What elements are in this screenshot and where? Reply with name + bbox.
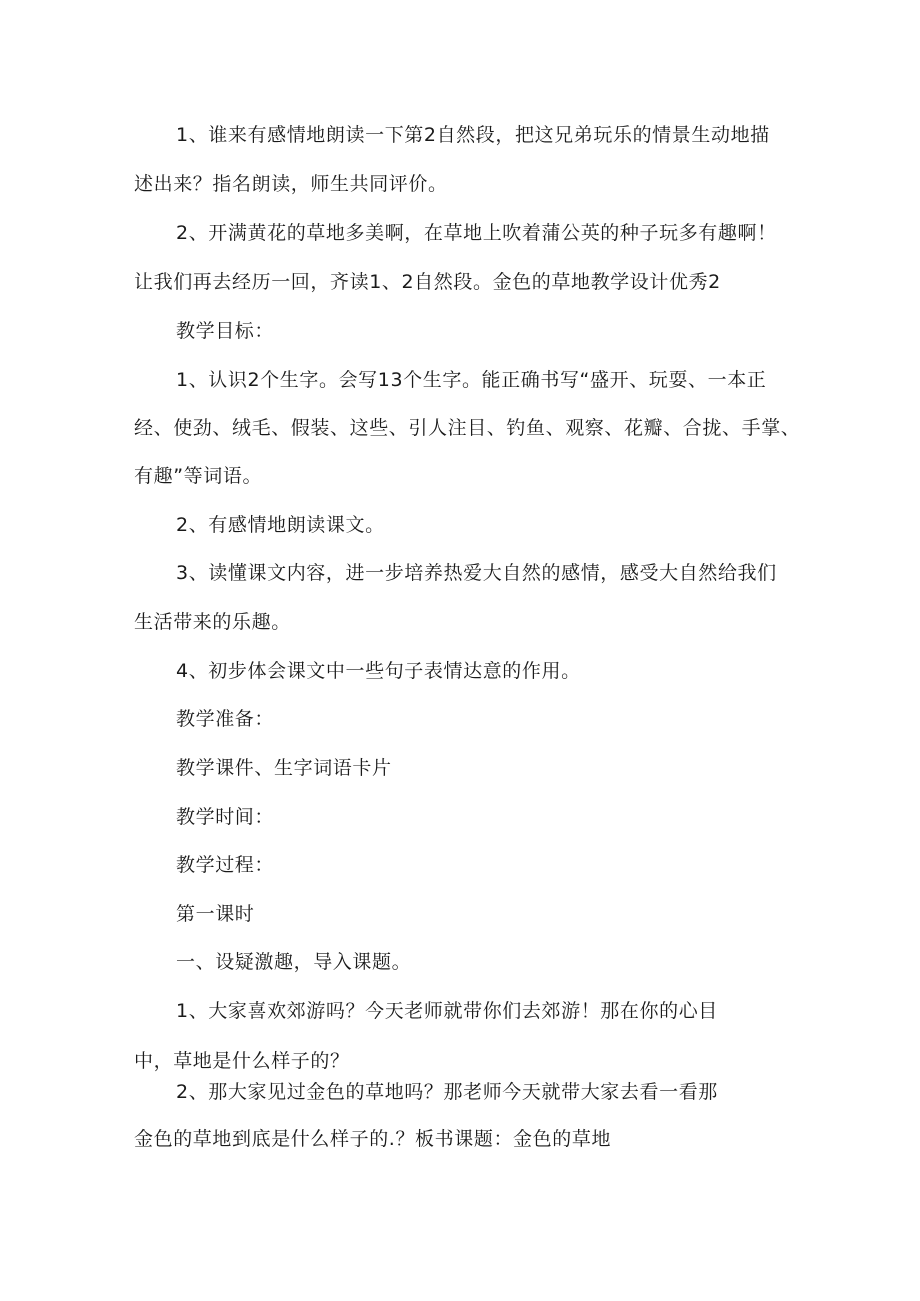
text-line: 1、大家喜欢郊游吗？今天老师就带你们去郊游！那在你的心目 — [176, 1000, 718, 1022]
text-line: 1、谁来有感情地朗读一下第2自然段，把这兄弟玩乐的情景生动地描 — [176, 124, 770, 146]
text-line: 第一课时 — [176, 903, 255, 925]
text-line: 教学准备： — [176, 708, 275, 730]
text-line: 3、读懂课文内容，进一步培养热爱大自然的感情，感受大自然给我们 — [176, 562, 777, 584]
text-line: 有趣”等词语。 — [134, 465, 263, 487]
text-line: 4、初步体会课文中一些句子表情达意的作用。 — [176, 660, 581, 682]
text-line: 1、认识2个生字。会写13个生字。能正确书写“盛开、玩耍、一本正 — [176, 369, 767, 391]
text-line: 教学过程： — [176, 854, 275, 876]
text-line: 金色的草地到底是什么样子的.？板书课题：金色的草地 — [134, 1128, 612, 1150]
text-line: 教学目标： — [176, 320, 275, 342]
text-line: 2、有感情地朗读课文。 — [176, 514, 385, 536]
text-line: 一、设疑激趣，导入课题。 — [176, 951, 412, 973]
text-line: 让我们再去经历一回，齐读1、2自然段。金色的草地教学设计优秀2 — [134, 271, 721, 293]
text-line: 经、使劲、绒毛、假装、这些、引人注目、钓鱼、观察、花瓣、合拢、手掌、 — [134, 417, 801, 439]
text-line: 生活带来的乐趣。 — [134, 611, 291, 633]
text-line: 述出来？指名朗读，师生共同评价。 — [134, 173, 448, 195]
text-line: 2、开满黄花的草地多美啊，在草地上吹着蒲公英的种子玩多有趣啊！ — [176, 222, 777, 244]
text-line: 中，草地是什么样子的？ — [134, 1050, 350, 1072]
text-line: 2、那大家见过金色的草地吗？那老师今天就带大家去看一看那 — [176, 1081, 718, 1103]
text-line: 教学课件、生字词语卡片 — [176, 757, 392, 779]
text-line: 教学时间： — [176, 806, 275, 828]
